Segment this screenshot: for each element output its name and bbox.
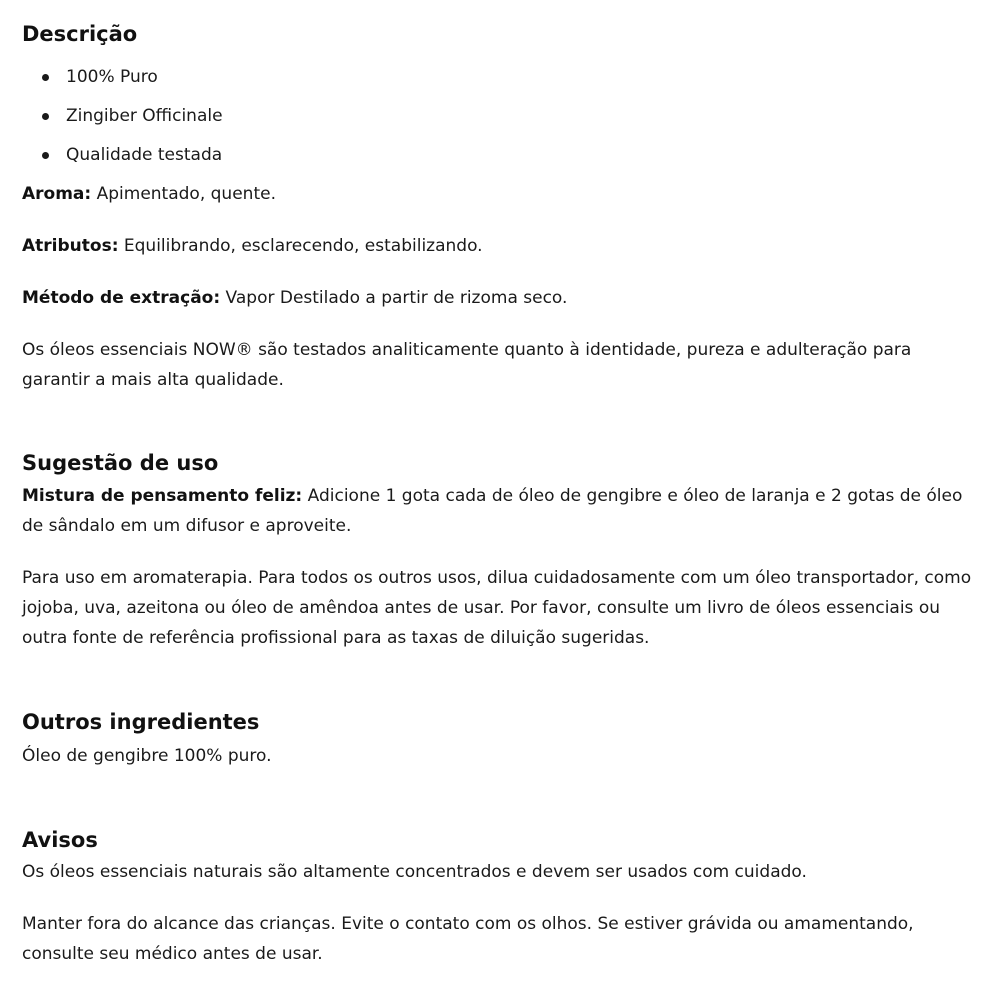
list-item xyxy=(22,140,223,179)
mistura-value: Adicione 1 gota cada de óleo de gengibre e óleo de laranja e 2 gotas de óleo de sândalo em um difusor e aproveite. xyxy=(22,486,963,536)
avisos-heading: Avisos xyxy=(22,828,98,852)
atributos-paragraph xyxy=(22,231,977,261)
bullet-icon xyxy=(42,74,49,81)
metodo-label: Método de extração: xyxy=(22,288,221,308)
descricao-heading: Descrição xyxy=(22,22,138,46)
sugestao-heading: Sugestão de uso xyxy=(22,451,219,475)
list-item xyxy=(22,62,223,101)
bullet-text: 100% Puro xyxy=(66,67,158,87)
list-item xyxy=(22,101,223,140)
bullet-icon xyxy=(42,113,49,120)
aroma-label: Aroma: xyxy=(22,184,92,204)
bullet-icon xyxy=(42,152,49,159)
mistura-label: Mistura de pensamento feliz: xyxy=(22,486,303,506)
metodo-paragraph xyxy=(22,283,977,313)
atributos-label: Atributos: xyxy=(22,236,119,256)
usage-paragraph: Para uso em aromaterapia. Para todos os outros usos, dilua cuidadosamente com um óleo transportador, como jojoba, uva, azeitona ou óleo de amêndoa antes de usar. Por favor, consulte um livro de óleos essenciais ou outra fonte de referência profissional para as taxas de diluição sugeridas. xyxy=(22,568,972,648)
bullet-text: Qualidade testada xyxy=(66,145,223,165)
outros-paragraph: Óleo de gengibre 100% puro. xyxy=(22,746,272,766)
avisos-paragraph-1: Os óleos essenciais naturais são altamente concentrados e devem ser usados com cuidado. xyxy=(22,862,807,882)
aroma-value: Apimentado, quente. xyxy=(91,184,276,204)
mistura-paragraph xyxy=(22,481,977,541)
testing-paragraph: Os óleos essenciais NOW® são testados analiticamente quanto à identidade, pureza e adulteração para garantir a mais alta qualidade. xyxy=(22,340,912,390)
atributos-value: Equilibrando, esclarecendo, estabilizando. xyxy=(118,236,483,256)
metodo-value: Vapor Destilado a partir de rizoma seco. xyxy=(220,288,568,308)
avisos-paragraph-2: Manter fora do alcance das crianças. Evite o contato com os olhos. Se estiver grávida ou amamentando, consulte seu médico antes de usar. xyxy=(22,914,914,964)
outros-heading: Outros ingredientes xyxy=(22,710,260,734)
descricao-bullet-list xyxy=(22,62,223,179)
bullet-text: Zingiber Officinale xyxy=(66,106,223,126)
aroma-paragraph xyxy=(22,179,977,209)
